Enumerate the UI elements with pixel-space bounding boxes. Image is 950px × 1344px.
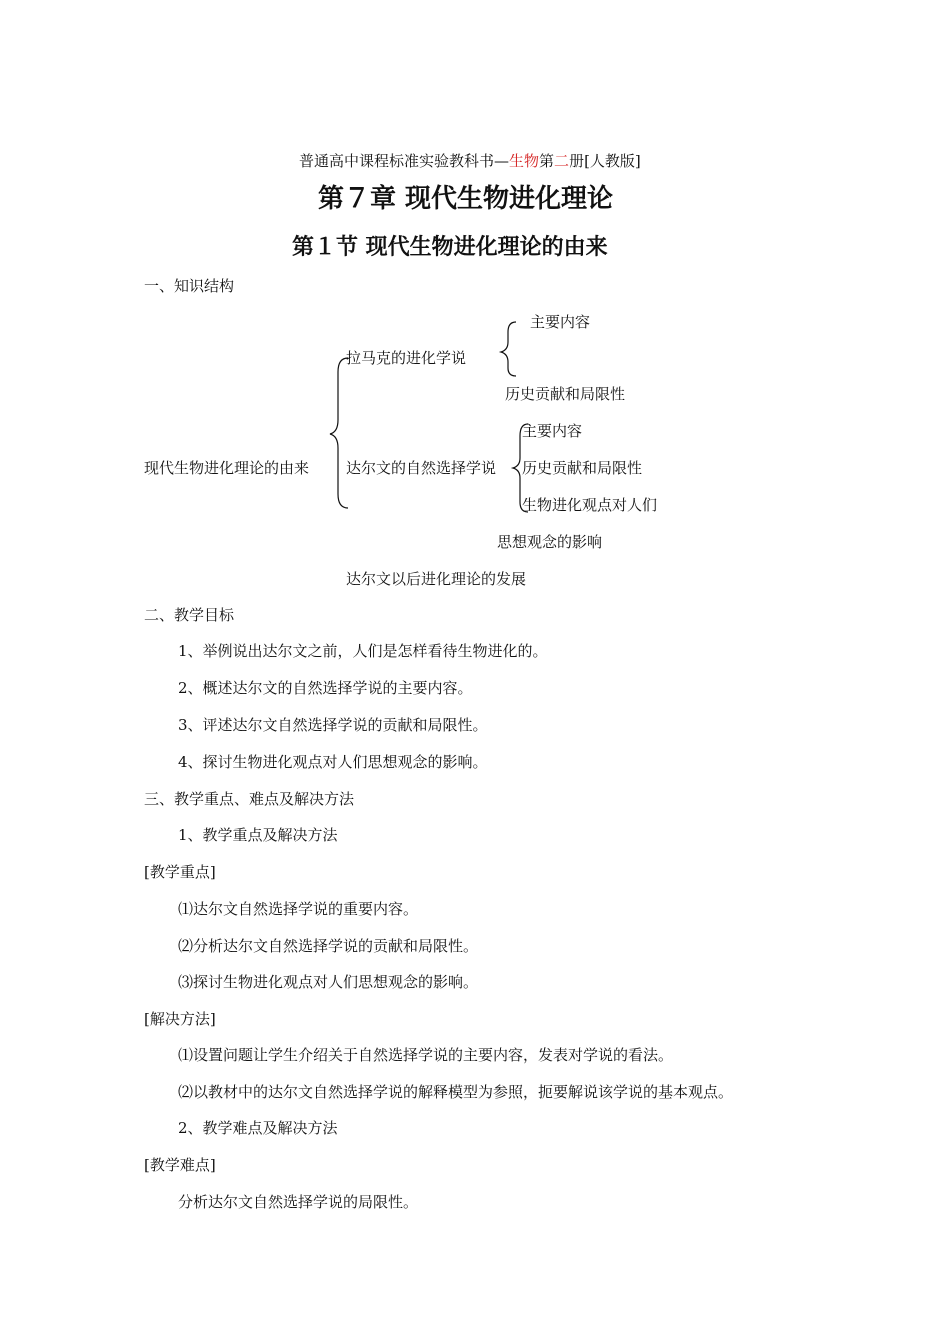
header-subject: 生物 xyxy=(509,152,540,170)
difficulty-text: 分析达尔文自然选择学说的局限性。 xyxy=(178,1193,419,1211)
difficulty-subheading: 2、教学难点及解决方法 xyxy=(178,1119,338,1137)
header-volume: 二 xyxy=(554,152,570,170)
after-darwin-label: 达尔文以后进化理论的发展 xyxy=(346,570,527,588)
header-suffix: 册[人教版] xyxy=(569,152,641,170)
method-label: [解决方法] xyxy=(144,1010,216,1028)
header-prefix: 普通高中课程标准实验教科书— xyxy=(299,152,510,170)
book-header xyxy=(299,151,641,171)
objective-item: 2、概述达尔文的自然选择学说的主要内容。 xyxy=(178,679,473,697)
section-title: 第１节 现代生物进化理论的由来 xyxy=(292,235,608,260)
objective-item: 3、评述达尔文自然选择学说的贡献和局限性。 xyxy=(178,716,488,734)
lamarck-label: 拉马克的进化学说 xyxy=(346,349,467,367)
method-item: ⑴设置问题让学生介绍关于自然选择学说的主要内容，发表对学说的看法。 xyxy=(178,1046,674,1064)
method-item: ⑵以教材中的达尔文自然选择学说的解释模型为参照，扼要解说该学说的基本观点。 xyxy=(178,1083,734,1101)
lamarck-brace xyxy=(501,322,516,376)
darwin-label: 达尔文的自然选择学说 xyxy=(346,459,497,477)
lamarck-history: 历史贡献和局限性 xyxy=(505,385,626,403)
lamarck-content: 主要内容 xyxy=(530,313,591,331)
key-item: ⑴达尔文自然选择学说的重要内容。 xyxy=(178,900,419,918)
darwin-content: 主要内容 xyxy=(522,422,583,440)
difficulty-label: [教学难点] xyxy=(144,1156,216,1174)
key-points-subheading: 1、教学重点及解决方法 xyxy=(178,826,338,844)
darwin-history: 历史贡献和局限性 xyxy=(522,459,643,477)
objective-item: 1、举例说出达尔文之前，人们是怎样看待生物进化的。 xyxy=(178,642,548,660)
key-item: ⑶探讨生物进化观点对人们思想观念的影响。 xyxy=(178,973,479,991)
objective-item: 4、探讨生物进化观点对人们思想观念的影响。 xyxy=(178,753,488,771)
root-brace xyxy=(330,358,348,508)
darwin-influence-line2: 思想观念的影响 xyxy=(497,533,603,551)
key-points-heading: 三、教学重点、难点及解决方法 xyxy=(144,790,355,808)
knowledge-structure-heading: 一、知识结构 xyxy=(144,277,235,295)
chapter-title: 第７章 现代生物进化理论 xyxy=(318,184,614,214)
key-item: ⑵分析达尔文自然选择学说的贡献和局限性。 xyxy=(178,937,479,955)
key-label: [教学重点] xyxy=(144,863,216,881)
header-mid: 第 xyxy=(539,152,555,170)
objectives-heading: 二、教学目标 xyxy=(144,606,235,624)
darwin-influence-line1: 生物进化观点对人们 xyxy=(522,496,658,514)
root-label: 现代生物进化理论的由来 xyxy=(144,459,310,477)
